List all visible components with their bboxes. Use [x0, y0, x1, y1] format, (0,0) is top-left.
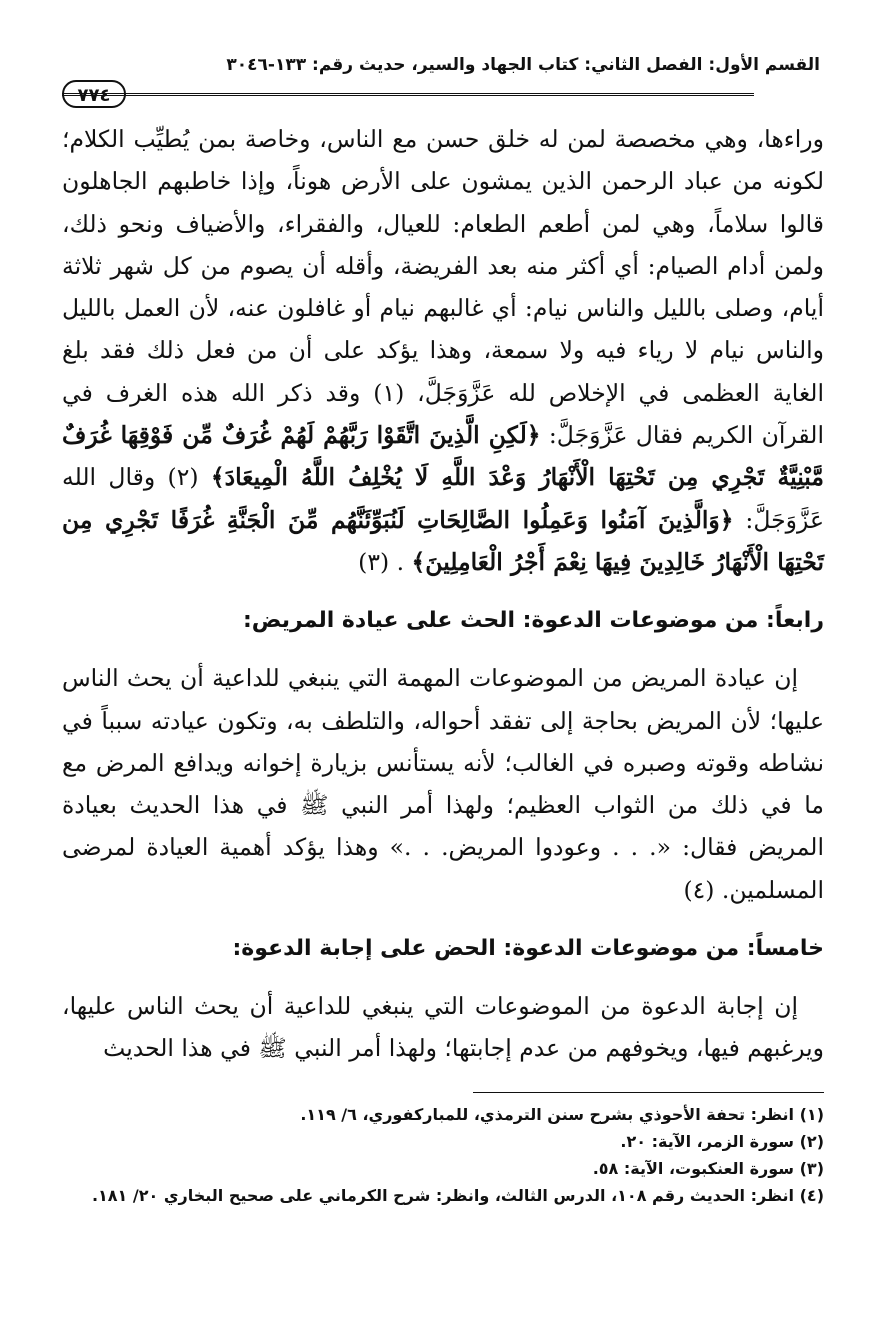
footnote-rule — [473, 1092, 824, 1093]
footnote-2: (٢) سورة الزمر، الآية: ٢٠. — [620, 1131, 824, 1151]
header-rule-row — [62, 80, 824, 110]
paragraph-3: إن إجابة الدعوة من الموضوعات التي ينبغي للداعية أن يحث الناس عليها، ويرغبهم فيها، ويخوفهم من عدم إجابتها؛ ولهذا أمر النبي ﷺ في هذا الحديث — [62, 992, 824, 1063]
section-heading-5: خامساً: من موضوعات الدعوة: الحض على إجابة الدعوة: — [232, 936, 824, 962]
section-heading-4: رابعاً: من موضوعات الدعوة: الحث على عيادة المريض: — [242, 608, 824, 634]
paragraph-2: إن عيادة المريض من الموضوعات المهمة التي ينبغي للداعية أن يحث الناس عليها؛ لأن المريض بحاجة إلى تفقد أحواله، والتلطف به، وتكون عيادته سبباً في نشاطه وقوته وصبره في الغالب؛ لأنه يستأنس بزيارة إخوانه ويدافع المرض مع ما في ذلك من الثواب العظيم؛ ولهذا أمر النبي ﷺ في هذا الحديث بعيادة المريض فقال: «. . . وعودوا المريض. . .» وهذا يؤكد أهمية العيادة لمرضى المسلمين. (٤) — [62, 664, 824, 904]
paragraph-1-bridge: (٢) وقال الله عَزَّوَجَلَّ: — [62, 463, 824, 534]
paragraph-1-end: . (٣) — [358, 547, 405, 576]
page-number: ٧٧٤ — [62, 80, 126, 108]
quran-verse-1: ﴿لَكِنِ الَّذِينَ اتَّقَوْا رَبَّهُمْ لَهُمْ غُرَفٌ مِّن فَوْقِهَا غُرَفٌ مَّبْنِيَّةٌ تَجْرِي مِن تَحْتِهَا الْأَنْهَارُ وَعْدَ اللَّهِ لَا يُخْلِفُ اللَّهُ الْمِيعَادَ﴾ — [62, 421, 824, 492]
footnote-1: (١) انظر: تحفة الأحوذي بشرح سنن الترمذي، للمباركفوري، ٦/ ١١٩. — [300, 1104, 824, 1124]
paragraph-1 — [62, 118, 824, 583]
footnote-4: (٤) انظر: الحديث رقم ١٠٨، الدرس الثالث، وانظر: شرح الكرماني على صحيح البخاري ٢٠/ ١٨١. — [91, 1185, 824, 1205]
running-header: القسم الأول: الفصل الثاني: كتاب الجهاد والسير، حديث رقم: ١٣٣-٣٠٤٦ — [226, 55, 820, 75]
footnote-3: (٣) سورة العنكبوت، الآية: ٥٨. — [592, 1158, 824, 1178]
paragraph-1-text: وراءها، وهي مخصصة لمن له خلق حسن مع الناس، وخاصة بمن يُطيِّب الكلام؛ لكونه من عباد الرحمن الذين يمشون على الأرض هوناً، وإذا خاطبهم الجاهلون قالوا سلاماً، وهي لمن أطعم الطعام: للعيال، والفقراء، والأضياف ونحو ذلك، ولمن أدام الصيام: أي أكثر منه بعد الفريضة، وأقله أن يصوم من كل شهر ثلاثة أيام، وصلى بالليل والناس نيام: أي غالبهم نيام أو غافلون عنه، لأن العمل بالليل والناس نيام لا رياء فيه ولا سمعة، وهذا يؤكد على أن من فعل ذلك فقد بلغ الغاية العظمى في الإخلاص لله عَزَّوَجَلَّ، (١) وقد ذكر الله هذه الغرف في القرآن الكريم فقال عَزَّوَجَلَّ: — [62, 125, 824, 450]
header-double-rule — [62, 93, 754, 99]
footnotes — [62, 1101, 824, 1209]
quran-verse-2: ﴿وَالَّذِينَ آمَنُوا وَعَمِلُوا الصَّالِحَاتِ لَنُبَوِّئَنَّهُم مِّنَ الْجَنَّةِ غُرَفًا تَجْرِي مِن تَحْتِهَا الْأَنْهَارُ خَالِدِينَ فِيهَا نِعْمَ أَجْرُ الْعَامِلِينَ﴾ — [62, 505, 824, 576]
